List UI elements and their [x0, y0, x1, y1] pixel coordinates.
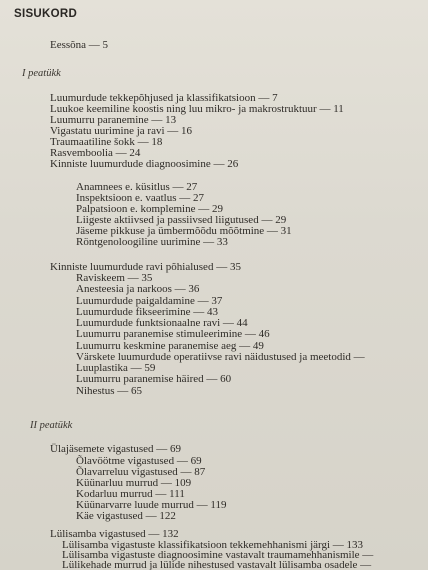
toc-subentry: Värskete luumurdude operatiivse ravi näidustused ja meetodid — [76, 351, 365, 363]
toc-entry: Lülisamba vigastused — 132 [50, 528, 179, 540]
toc-subentry: Luumurdude paigaldamine — 37 [76, 295, 223, 307]
toc-subentry: Lülikehade murrud ja lülide nihestused vastavalt lülisamba osadele — [62, 559, 372, 570]
toc-subentry: Käe vigastused — 122 [76, 510, 176, 522]
toc-entry: Luumurru paranemine — 13 [50, 114, 177, 126]
toc-entry: Ülajäsemete vigastused — 69 [50, 443, 182, 455]
toc-subentry: Luumurdude fikseerimine — 43 [76, 306, 219, 318]
toc-subentry: Luumurru paranemise häired — 60 [76, 373, 232, 385]
toc-subentry: Lülisamba vigastuste klassifikatsioon tekkemehhanismi järgi — 133 [62, 539, 364, 551]
toc-subentry: Luumurru keskmine paranemise aeg — 49 [76, 340, 264, 352]
toc-entry: Luukoe keemiline koostis ning luu mikro- ja makrostruktuur — 11 [50, 103, 344, 115]
toc-subentry: Õlavöötme vigastused — 69 [76, 455, 202, 467]
toc-subentry: Õlavarreluu vigastused — 87 [76, 466, 206, 478]
toc-subentry: Jäseme pikkuse ja ümbermõõdu mõõtmine — 31 [76, 225, 292, 237]
toc-subentry: Luumurdude funktsionaalne ravi — 44 [76, 317, 248, 329]
toc-entry: Traumaatiline šokk — 18 [50, 136, 163, 148]
chapter-heading-1: I peatükk [22, 68, 61, 79]
toc-subentry: Anamnees e. küsitlus — 27 [76, 181, 198, 193]
toc-subentry: Nihestus — 65 [76, 385, 142, 397]
toc-entry: Luumurdude tekkepõhjused ja klassifikatsioon — 7 [50, 92, 278, 104]
toc-subentry: Inspektsioon e. vaatlus — 27 [76, 192, 205, 204]
toc-subentry: Luumurru paranemise stimuleerimine — 46 [76, 328, 270, 340]
toc-subentry: Raviskeem — 35 [76, 272, 153, 284]
chapter-heading-2: II peatükk [30, 420, 73, 431]
toc-entry-foreword: Eessõna — 5 [50, 39, 109, 51]
toc-subentry: Palpatsioon e. komplemine — 29 [76, 203, 223, 215]
toc-entry: Kinniste luumurdude diagnoosimine — 26 [50, 158, 239, 170]
toc-entry: Vigastatu uurimine ja ravi — 16 [50, 125, 193, 137]
toc-entry: Kinniste luumurdude ravi põhialused — 35 [50, 261, 241, 273]
toc-subentry: Röntgenoloogiline uurimine — 33 [76, 236, 228, 248]
page-title: SISUKORD [14, 8, 78, 20]
toc-subentry: Luuplastika — 59 [76, 362, 156, 374]
toc-subentry: Küünarluu murrud — 109 [76, 477, 192, 489]
toc-entry: Rasvemboolia — 24 [50, 147, 141, 159]
toc-subentry: Anesteesia ja narkoos — 36 [76, 283, 200, 295]
toc-subentry: Kodarluu murrud — 111 [76, 488, 185, 500]
toc-subentry: Küünarvarre luude murrud — 119 [76, 499, 227, 511]
toc-subentry: Lülisamba vigastuste diagnoosimine vastavalt traumamehhanismile — [62, 549, 374, 561]
toc-subentry: Liigeste aktiivsed ja passiivsed liigutused — 29 [76, 214, 287, 226]
